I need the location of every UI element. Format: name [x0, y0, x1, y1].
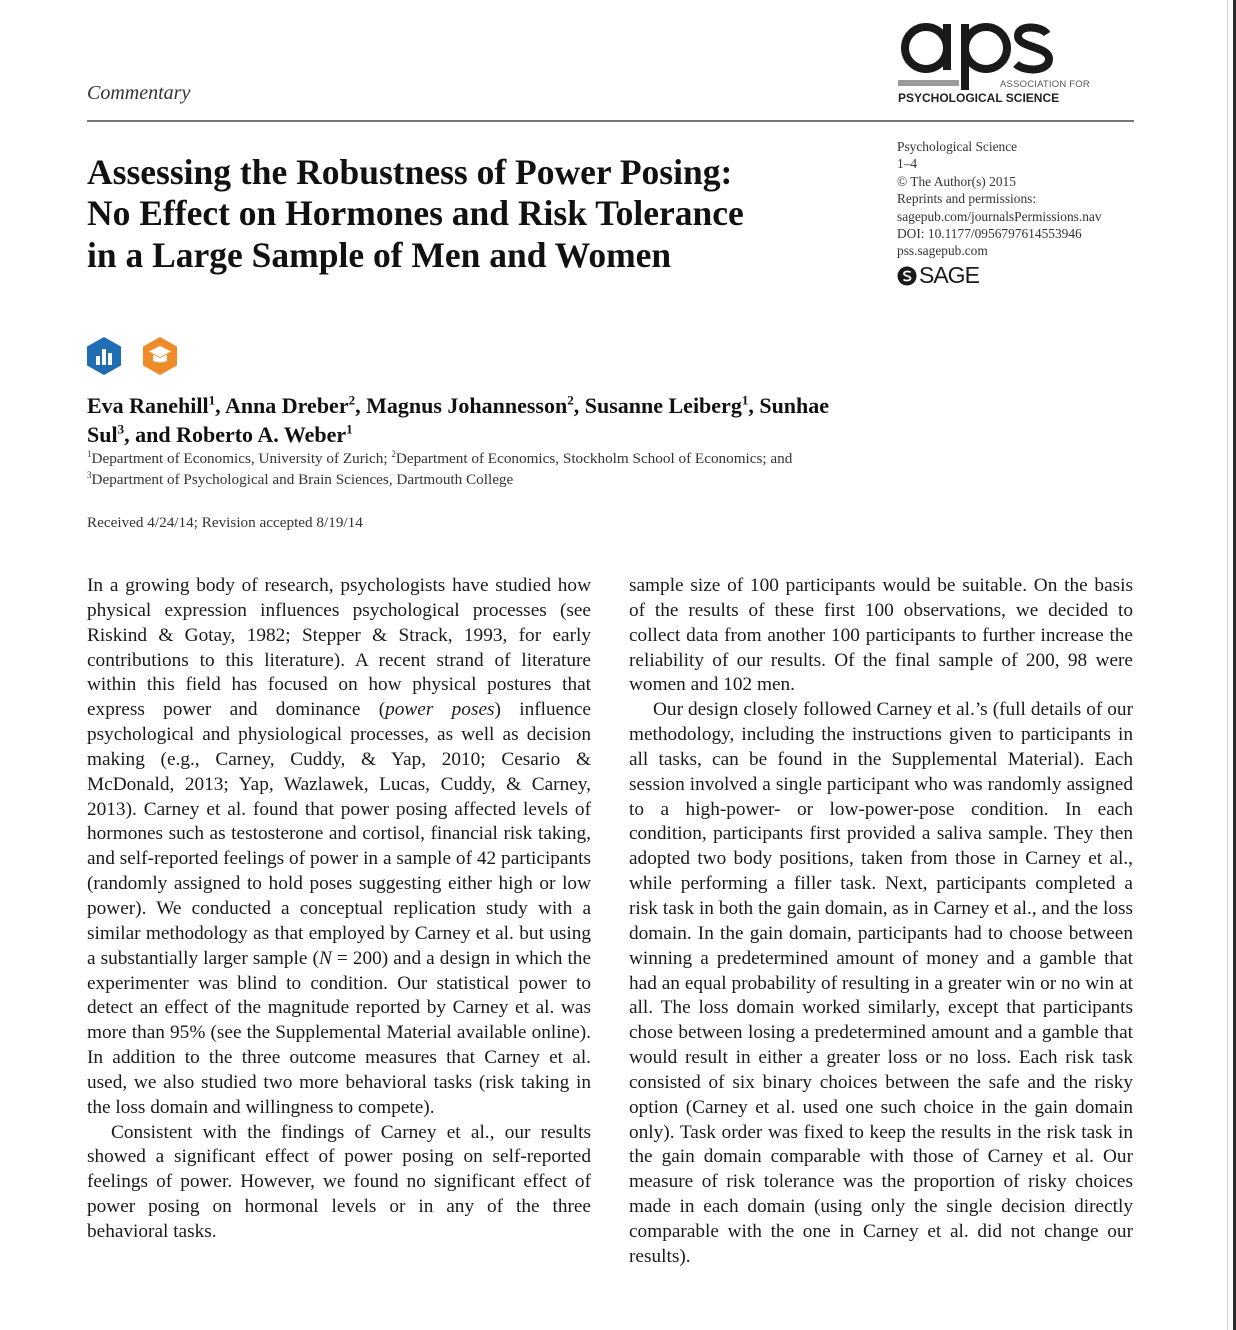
author-name: Susanne Leiberg: [584, 393, 742, 418]
author-name: Eva Ranehill: [87, 393, 209, 418]
sage-wordmark: SAGE: [919, 262, 979, 288]
author-name: Magnus Johannesson: [366, 393, 568, 418]
affiliation-text: Department of Economics, Stockholm School of Economics; and: [395, 450, 793, 467]
body-paragraph: Consistent with the findings of Carney et al., our results showed a significant effect of power posing on self-reported feelings of power. However, we found no significant effect of power posing on hormonal levels or in any of the three behavioral tasks.: [87, 1121, 591, 1242]
journal-name: Psychological Science: [897, 139, 1018, 154]
open-science-badges: [84, 336, 180, 376]
author-list: Eva Ranehill$^1$, Anna Dreber$^2$, Magnus Johannesson$^2$, Susanne Leiberg$^1$, Sunhae Sul$^3$, and Roberto A. Weber$^1$: [87, 392, 830, 447]
journal-pages: 1–4: [897, 156, 918, 172]
journal-doi[interactable]: DOI: 10.1177/0956797614553946: [897, 226, 1082, 242]
author-affiliation-marker: 1: [208, 392, 216, 408]
body-column-right: [629, 574, 1133, 1270]
open-materials-badge-icon[interactable]: [140, 336, 180, 376]
affiliations: [87, 448, 807, 490]
italic-term: N: [318, 947, 332, 969]
open-data-badge-icon[interactable]: [84, 336, 124, 376]
affiliation-text: Department of Economics, University of Zurich;: [91, 450, 392, 467]
aps-society-label: PSYCHOLOGICAL SCIENCE: [898, 91, 1060, 105]
affiliation-marker: 1: [87, 448, 92, 459]
author-name: Anna Dreber: [224, 393, 349, 418]
italic-term: power poses: [385, 699, 495, 721]
author-affiliation-marker: 2: [348, 392, 356, 408]
aps-logo-mark: [896, 8, 1056, 90]
received-dates: Received 4/24/14; Revision accepted 8/19/14: [87, 514, 363, 531]
body-column-left: [87, 574, 591, 1245]
aps-association-label: ASSOCIATION FOR: [1000, 79, 1090, 90]
author-affiliation-marker: 3: [117, 421, 125, 437]
body-paragraph: sample size of 100 participants would be suitable. On the basis of the results of these first 100 observations, we decided to collect data from another 100 participants to further increase the reliability of our results. Of the final sample of 200, 98 were women and 102 men.: [629, 575, 1133, 696]
journal-permissions-link[interactable]: sagepub.com/journalsPermissions.nav: [897, 208, 1102, 224]
journal-info: [897, 138, 1102, 260]
author-affiliation-marker: 1: [346, 421, 353, 437]
page-edge-shadow: [1227, 0, 1228, 1330]
article-title: Assessing the Robustness of Power Posing: No Effect on Hormones and Risk Tolerance in a Large Sample of Men and Women: [87, 152, 744, 275]
journal-site-link[interactable]: pss.sagepub.com: [897, 243, 988, 259]
section-label: Commentary: [87, 82, 191, 104]
affiliation-text: Department of Psychological and Brain Sciences, Dartmouth College: [91, 471, 514, 488]
journal-copyright: © The Author(s) 2015: [897, 173, 1016, 189]
body-paragraph: In a growing body of research, psychologists have studied how physical expression influences psychological processes (see Riskind & Gotay, 1982; Stepper & Strack, 1993, for early contributions to this literature). A recent strand of literature within this field has focused on how physical postures that express power and dominance (power poses) influence psychological and physiological processes, as well as decision making (e.g., Carney, Cuddy, & Yap, 2010; Cesario & McDonald, 2013; Yap, Wazlawek, Lucas, Cuddy, & Carney, 2013). Carney et al. found that power posing affected levels of hormones such as testosterone and cortisol, financial risk taking, and self-reported feelings of power in a sample of 42 participants (randomly assigned to hold poses suggesting either high or low power). We conducted a conceptual replication study with a similar methodology as that employed by Carney et al. but using a substantially larger sample (N = 200) and a design in which the experimenter was blind to condition. Our statistical power to detect an effect of the magnitude reported by Carney et al. was more than 95% (see the Supplemental Material available online). In addition to the three outcome measures that Carney et al. used, we also studied two more behavioral tasks (risk taking in the loss domain and willingness to compete).: [87, 575, 591, 1118]
affiliation-marker: 3: [87, 469, 92, 480]
author-affiliation-marker: 2: [567, 392, 574, 408]
author-name: Roberto A. Weber: [176, 422, 347, 447]
author-affiliation-marker: 1: [741, 392, 749, 408]
journal-reprints: Reprints and permissions:: [897, 191, 1037, 207]
author-name: Sunhae Sul: [87, 393, 830, 447]
header-rule: [87, 120, 1134, 122]
affiliation-marker: 2: [391, 448, 396, 459]
sage-logo: [897, 262, 979, 289]
sage-circle-icon: [897, 266, 917, 286]
body-paragraph: Our design closely followed Carney et al.’s (full details of our methodology, including the instructions given to participants in all tasks, can be found in the Supplemental Material). Each session involved a single participant who was randomly assigned to a high-power- or low-power-pose condition. In each condition, participants first provided a saliva sample. They then adopted two body positions, taken from those in Carney et al., while performing a filler task. Next, participants completed a risk task in both the gain domain, as in Carney et al., and the loss domain. In the gain domain, participants had to choose between winning a predetermined amount of money and a gamble that had an equal probability of resulting in a greater win or no win at all. The loss domain worked similarly, except that participants chose between losing a predetermined amount and a gamble that would result in either a greater loss or no loss. Each risk task consisted of six binary choices between the safe and the risky option (Carney et al. used one such choice in the gain domain only). Task order was fixed to keep the results in the risk task in the gain domain comparable with those of Carney et al. Our measure of risk tolerance was the proportion of risky choices made in each domain (using only the single decision directly comparable with the one in Carney et al. did not change our results).: [629, 699, 1133, 1267]
aps-logo: [896, 8, 1090, 108]
